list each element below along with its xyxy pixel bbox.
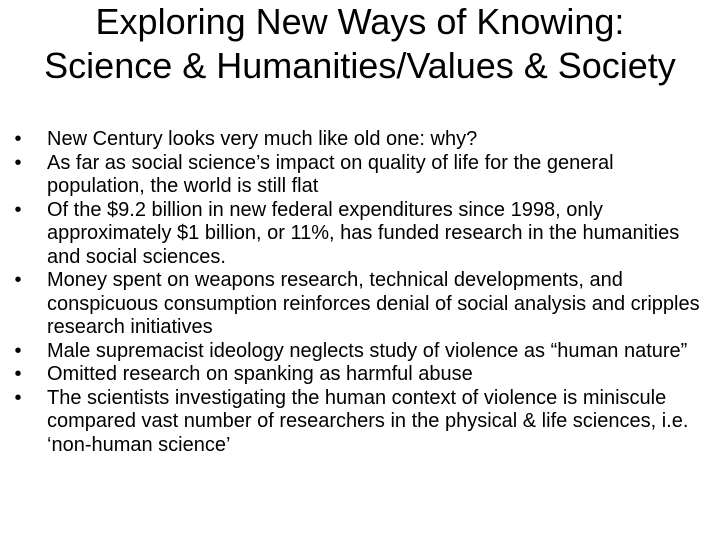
bullet-list [0,128,720,457]
bullet-dot: • [14,386,22,409]
bullet-item [0,128,720,152]
bullet-item [0,152,720,199]
bullet-dot: • [14,363,22,385]
bullet-dot: • [14,128,22,150]
bullet-text: Male supremacist ideology neglects study of violence as “human nature” [47,339,688,362]
bullet-dot: • [14,339,22,362]
slide-title: Exploring New Ways of Knowing: Science & Humanities/Values & Society [44,1,676,86]
bullet-item [0,340,720,364]
bullet-text: The scientists investigating the human context of violence is miniscule compared vast number of researchers in the physical & life sciences, i.e. ‘non-human science’ [47,386,689,456]
bullet-item [0,199,720,270]
bullet-item [0,387,720,458]
bullet-text: New Century looks very much like old one: why? [47,128,478,150]
bullet-dot: • [14,269,22,291]
bullet-text: Of the $9.2 billion in new federal expenditures since 1998, only approximately $1 billion, or 11%, has funded research in the humanities and social sciences. [47,198,680,268]
bullet-item [0,269,720,340]
bullet-item [0,363,720,387]
bullet-text: Omitted research on spanking as harmful abuse [47,363,473,385]
bullet-dot: • [14,198,22,221]
bullet-text: As far as social science’s impact on quality of life for the general population, the world is still flat [47,151,614,197]
bullet-text: Money spent on weapons research, technical developments, and conspicuous consumption reinforces denial of social analysis and cripples research initiatives [47,269,700,338]
bullet-dot: • [14,151,22,174]
